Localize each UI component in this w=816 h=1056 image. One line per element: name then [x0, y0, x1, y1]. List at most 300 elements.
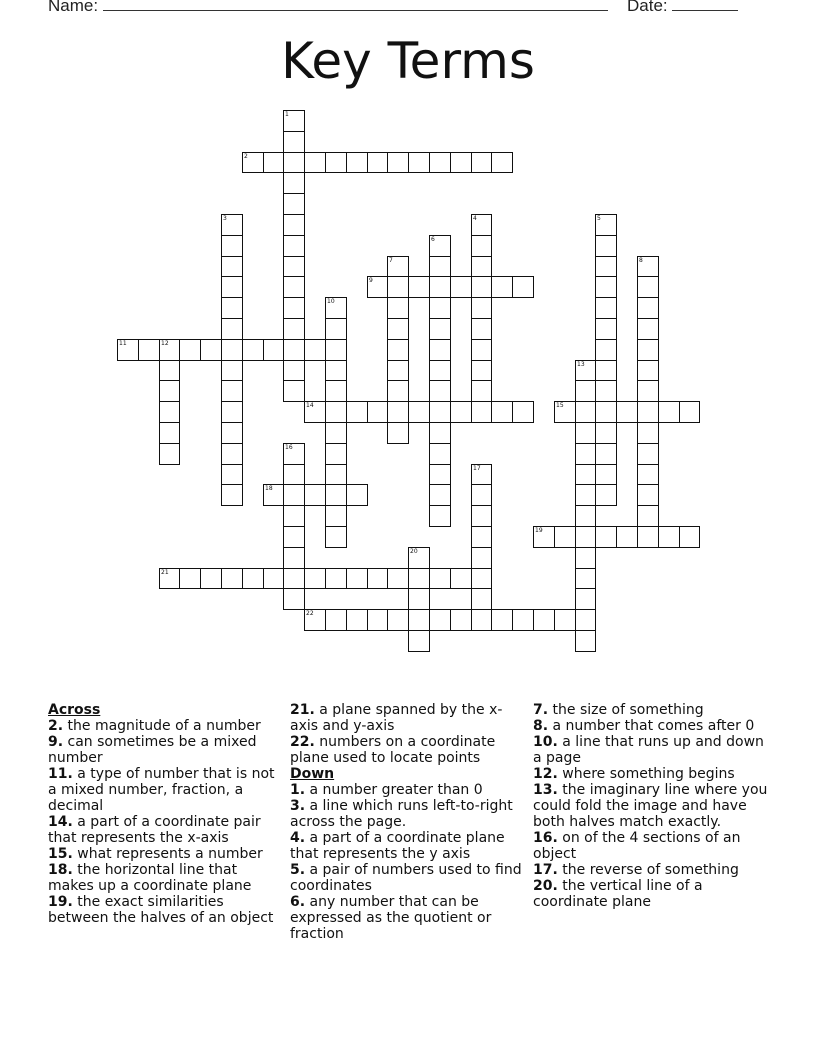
grid-cell[interactable] — [159, 339, 180, 361]
grid-cell[interactable] — [637, 380, 659, 402]
grid-cell[interactable] — [575, 630, 596, 652]
grid-cell[interactable] — [283, 131, 305, 153]
grid-cell[interactable] — [221, 422, 243, 444]
down-clue-list — [290, 782, 522, 942]
grid-cell[interactable] — [429, 235, 451, 257]
grid-cell[interactable] — [429, 297, 451, 319]
grid-cell[interactable] — [346, 152, 368, 173]
grid-cell[interactable] — [575, 360, 596, 381]
grid-cell[interactable] — [283, 110, 305, 132]
grid-cell[interactable] — [429, 609, 451, 631]
grid-cell[interactable] — [471, 235, 492, 257]
grid-cell[interactable] — [595, 484, 617, 506]
clue-text: any number that can be expressed as the quotient or fraction — [290, 894, 492, 942]
down-clue-list-cont — [533, 702, 769, 910]
grid-cell[interactable] — [429, 380, 451, 402]
grid-cell[interactable] — [283, 256, 305, 277]
grid-cell[interactable] — [408, 568, 430, 589]
clue-number: 12 — [161, 340, 169, 347]
grid-cell[interactable] — [283, 380, 305, 402]
clue-number: 15. — [48, 846, 73, 862]
clue-text: a pair of numbers used to find coordinates — [290, 862, 522, 894]
clue-number: 13. — [533, 782, 558, 798]
grid-cell[interactable] — [595, 214, 617, 236]
grid-cell[interactable] — [575, 526, 596, 548]
clue-number: 16 — [285, 444, 293, 451]
clue-number: 15 — [556, 402, 564, 409]
grid-cell[interactable] — [221, 568, 243, 589]
clue-text: can sometimes be a mixed number — [48, 734, 257, 766]
grid-cell[interactable] — [450, 401, 472, 423]
grid-cell[interactable] — [304, 484, 326, 506]
grid-cell[interactable] — [429, 339, 451, 361]
grid-cell[interactable] — [387, 339, 409, 361]
grid-cell[interactable] — [595, 401, 617, 423]
grid-cell[interactable] — [263, 339, 284, 361]
grid-cell[interactable] — [554, 401, 576, 423]
grid-cell[interactable] — [429, 256, 451, 277]
grid-cell[interactable] — [471, 318, 492, 340]
clue-number: 7. — [533, 702, 549, 718]
grid-cell[interactable] — [283, 172, 305, 194]
grid-cell[interactable] — [471, 484, 492, 506]
grid-cell[interactable] — [595, 339, 617, 361]
grid-cell[interactable] — [304, 568, 326, 589]
clue-number: 17 — [473, 465, 481, 472]
grid-cell[interactable] — [575, 568, 596, 589]
grid-cell[interactable] — [595, 464, 617, 485]
grid-cell[interactable] — [325, 505, 347, 527]
grid-cell[interactable] — [471, 276, 492, 298]
clue-number: 14. — [48, 814, 73, 830]
grid-cell[interactable] — [221, 484, 243, 506]
clue-number: 10. — [533, 734, 558, 750]
grid-cell[interactable] — [200, 339, 222, 361]
grid-cell[interactable] — [471, 360, 492, 381]
clue-text: the reverse of something — [557, 862, 739, 878]
clue-number: 18. — [48, 862, 73, 878]
across-clue-list-cont — [290, 702, 522, 766]
grid-cell[interactable] — [221, 256, 243, 277]
grid-cell[interactable] — [575, 443, 596, 465]
down-clue — [290, 830, 522, 862]
grid-cell[interactable] — [304, 609, 326, 631]
grid-cell[interactable] — [575, 505, 596, 527]
grid-cell[interactable] — [387, 318, 409, 340]
grid-cell[interactable] — [408, 276, 430, 298]
grid-cell[interactable] — [408, 609, 430, 631]
clue-number: 4. — [290, 830, 306, 846]
clues-column-2 — [290, 702, 522, 942]
grid-cell[interactable] — [283, 588, 305, 610]
grid-cell[interactable] — [304, 401, 326, 423]
grid-cell[interactable] — [221, 401, 243, 423]
clue-number: 14 — [306, 402, 314, 409]
grid-cell[interactable] — [429, 568, 451, 589]
grid-cell[interactable] — [283, 235, 305, 257]
grid-cell[interactable] — [637, 256, 659, 277]
grid-cell[interactable] — [138, 339, 160, 361]
clue-text: the magnitude of a number — [63, 718, 261, 734]
down-clue — [533, 702, 769, 718]
grid-cell[interactable] — [367, 609, 388, 631]
down-clue — [290, 782, 522, 798]
grid-cell[interactable] — [283, 464, 305, 485]
clue-number: 8 — [639, 257, 643, 264]
grid-cell[interactable] — [471, 505, 492, 527]
grid-cell[interactable] — [637, 339, 659, 361]
grid-cell[interactable] — [159, 443, 180, 465]
grid-cell[interactable] — [346, 484, 368, 506]
grid-cell[interactable] — [637, 526, 659, 548]
across-clue — [48, 894, 284, 926]
clue-text: a line which runs left-to-right across the page. — [290, 798, 513, 830]
down-clue — [290, 862, 522, 894]
clue-number: 1. — [290, 782, 306, 798]
grid-cell[interactable] — [221, 235, 243, 257]
clue-number: 3 — [223, 215, 227, 222]
grid-cell[interactable] — [283, 276, 305, 298]
grid-cell[interactable] — [637, 318, 659, 340]
clue-number: 11 — [119, 340, 127, 347]
clue-number: 22 — [306, 610, 314, 617]
clue-text: the size of something — [548, 702, 704, 718]
grid-cell[interactable] — [283, 568, 305, 589]
grid-cell[interactable] — [325, 318, 347, 340]
clue-number: 1 — [285, 111, 289, 118]
down-heading: Down — [290, 766, 335, 782]
grid-cell[interactable] — [679, 401, 700, 423]
grid-cell[interactable] — [408, 152, 430, 173]
grid-cell[interactable] — [471, 464, 492, 485]
across-clue — [290, 734, 522, 766]
grid-cell[interactable] — [512, 609, 534, 631]
grid-cell[interactable] — [159, 401, 180, 423]
grid-cell[interactable] — [554, 609, 576, 631]
clue-number: 19 — [535, 527, 543, 534]
grid-cell[interactable] — [283, 152, 305, 173]
grid-cell[interactable] — [159, 380, 180, 402]
grid-cell[interactable] — [658, 526, 680, 548]
grid-cell[interactable] — [471, 152, 492, 173]
grid-cell[interactable] — [491, 401, 513, 423]
grid-cell[interactable] — [346, 401, 368, 423]
clue-text: the vertical line of a coordinate plane — [533, 878, 703, 910]
grid-cell[interactable] — [408, 630, 430, 652]
grid-cell[interactable] — [283, 339, 305, 361]
grid-cell[interactable] — [595, 443, 617, 465]
clue-text: the horizontal line that makes up a coordinate plane — [48, 862, 252, 894]
grid-cell[interactable] — [283, 443, 305, 465]
grid-cell[interactable] — [429, 318, 451, 340]
grid-cell[interactable] — [263, 484, 284, 506]
grid-cell[interactable] — [221, 380, 243, 402]
grid-cell[interactable] — [575, 401, 596, 423]
grid-cell[interactable] — [429, 484, 451, 506]
across-clue — [48, 766, 284, 814]
grid-cell[interactable] — [471, 297, 492, 319]
grid-cell[interactable] — [325, 609, 347, 631]
grid-cell[interactable] — [159, 422, 180, 444]
grid-cell[interactable] — [595, 235, 617, 257]
clue-text: a line that runs up and down a page — [533, 734, 764, 766]
clue-text: on of the 4 sections of an object — [533, 830, 741, 862]
grid-cell[interactable] — [221, 318, 243, 340]
clue-number: 9 — [369, 277, 373, 284]
grid-cell[interactable] — [283, 318, 305, 340]
grid-cell[interactable] — [408, 588, 430, 610]
clue-number: 18 — [265, 485, 273, 492]
grid-cell[interactable] — [283, 214, 305, 236]
grid-cell[interactable] — [554, 526, 576, 548]
grid-cell[interactable] — [387, 380, 409, 402]
grid-cell[interactable] — [387, 297, 409, 319]
grid-cell[interactable] — [533, 526, 555, 548]
grid-cell[interactable] — [450, 568, 472, 589]
grid-cell[interactable] — [325, 297, 347, 319]
clue-text: the exact similarities between the halves of an object — [48, 894, 274, 926]
across-clue-list — [48, 718, 284, 926]
clue-text: a type of number that is not a mixed number, fraction, a decimal — [48, 766, 275, 814]
across-heading: Across — [48, 702, 101, 718]
grid-cell[interactable] — [429, 401, 451, 423]
grid-cell[interactable] — [595, 256, 617, 277]
grid-cell[interactable] — [346, 609, 368, 631]
grid-cell[interactable] — [471, 547, 492, 569]
grid-cell[interactable] — [387, 422, 409, 444]
grid-cell[interactable] — [471, 339, 492, 361]
grid-cell[interactable] — [637, 401, 659, 423]
grid-cell[interactable] — [159, 360, 180, 381]
grid-cell[interactable] — [408, 547, 430, 569]
grid-cell[interactable] — [387, 256, 409, 277]
grid-cell[interactable] — [325, 152, 347, 173]
grid-cell[interactable] — [387, 609, 409, 631]
grid-cell[interactable] — [387, 276, 409, 298]
page-title: Key Terms — [281, 32, 535, 90]
grid-cell[interactable] — [263, 568, 284, 589]
grid-cell[interactable] — [595, 297, 617, 319]
across-clue — [48, 846, 284, 862]
across-clue — [290, 702, 522, 734]
grid-cell[interactable] — [179, 568, 201, 589]
clue-number: 21. — [290, 702, 315, 718]
grid-cell[interactable] — [221, 276, 243, 298]
down-clue — [533, 878, 769, 910]
grid-cell[interactable] — [429, 276, 451, 298]
clue-number: 2 — [244, 153, 248, 160]
grid-cell[interactable] — [325, 484, 347, 506]
grid-cell[interactable] — [637, 422, 659, 444]
grid-cell[interactable] — [283, 484, 305, 506]
grid-cell[interactable] — [429, 464, 451, 485]
clue-number: 7 — [389, 257, 393, 264]
grid-cell[interactable] — [471, 588, 492, 610]
grid-cell[interactable] — [221, 339, 243, 361]
grid-cell[interactable] — [367, 401, 388, 423]
clue-number: 6 — [431, 236, 435, 243]
grid-cell[interactable] — [575, 380, 596, 402]
down-clue — [533, 862, 769, 878]
grid-cell[interactable] — [325, 443, 347, 465]
grid-cell[interactable] — [367, 276, 388, 298]
across-clue — [48, 718, 284, 734]
down-clue — [533, 718, 769, 734]
grid-cell[interactable] — [242, 568, 264, 589]
clue-text: the imaginary line where you could fold the image and have both halves match exactly. — [533, 782, 768, 830]
clue-text: a number greater than 0 — [305, 782, 483, 798]
grid-cell[interactable] — [429, 422, 451, 444]
grid-cell[interactable] — [595, 276, 617, 298]
grid-cell[interactable] — [159, 568, 180, 589]
grid-cell[interactable] — [575, 588, 596, 610]
across-clue — [48, 734, 284, 766]
grid-cell[interactable] — [304, 339, 326, 361]
grid-cell[interactable] — [283, 547, 305, 569]
grid-cell[interactable] — [575, 547, 596, 569]
grid-cell[interactable] — [221, 464, 243, 485]
clue-text: a plane spanned by the x-axis and y-axis — [290, 702, 503, 734]
grid-cell[interactable] — [283, 193, 305, 215]
grid-cell[interactable] — [575, 484, 596, 506]
grid-cell[interactable] — [367, 568, 388, 589]
grid-cell[interactable] — [367, 152, 388, 173]
grid-cell[interactable] — [325, 339, 347, 361]
grid-cell[interactable] — [387, 152, 409, 173]
grid-cell[interactable] — [221, 360, 243, 381]
grid-cell[interactable] — [304, 152, 326, 173]
clue-text: numbers on a coordinate plane used to locate points — [290, 734, 496, 766]
grid-cell[interactable] — [637, 360, 659, 381]
grid-cell[interactable] — [346, 568, 368, 589]
grid-cell[interactable] — [429, 152, 451, 173]
clue-number: 9. — [48, 734, 64, 750]
clue-text: where something begins — [557, 766, 735, 782]
clue-number: 13 — [577, 361, 585, 368]
clue-text: what represents a number — [72, 846, 263, 862]
grid-cell[interactable] — [471, 609, 492, 631]
grid-cell[interactable] — [387, 360, 409, 381]
grid-cell[interactable] — [408, 401, 430, 423]
clues-column-1 — [48, 702, 284, 926]
grid-cell[interactable] — [512, 276, 534, 298]
grid-cell[interactable] — [533, 609, 555, 631]
clue-number: 19. — [48, 894, 73, 910]
grid-cell[interactable] — [450, 276, 472, 298]
grid-cell[interactable] — [283, 526, 305, 548]
grid-cell[interactable] — [117, 339, 139, 361]
down-clue — [533, 830, 769, 862]
grid-cell[interactable] — [450, 152, 472, 173]
grid-cell[interactable] — [325, 422, 347, 444]
grid-cell[interactable] — [283, 360, 305, 381]
grid-cell[interactable] — [616, 401, 638, 423]
grid-cell[interactable] — [471, 568, 492, 589]
grid-cell[interactable] — [221, 443, 243, 465]
grid-cell[interactable] — [221, 297, 243, 319]
grid-cell[interactable] — [491, 609, 513, 631]
grid-cell[interactable] — [575, 464, 596, 485]
date-label: Date: — [627, 0, 668, 15]
grid-cell[interactable] — [595, 380, 617, 402]
grid-cell[interactable] — [471, 380, 492, 402]
clue-number: 10 — [327, 298, 335, 305]
grid-cell[interactable] — [575, 609, 596, 631]
clue-number: 5. — [290, 862, 306, 878]
grid-cell[interactable] — [637, 297, 659, 319]
grid-cell[interactable] — [325, 360, 347, 381]
clue-number: 21 — [161, 569, 169, 576]
clue-number: 20 — [410, 548, 418, 555]
grid-cell[interactable] — [637, 276, 659, 298]
grid-cell[interactable] — [595, 526, 617, 548]
grid-cell[interactable] — [471, 401, 492, 423]
name-label: Name: — [48, 0, 99, 15]
grid-cell[interactable] — [325, 380, 347, 402]
grid-cell[interactable] — [429, 443, 451, 465]
grid-cell[interactable] — [637, 484, 659, 506]
grid-cell[interactable] — [283, 505, 305, 527]
clue-text: a part of a coordinate pair that represents the x-axis — [48, 814, 261, 846]
grid-cell[interactable] — [283, 297, 305, 319]
grid-cell[interactable] — [325, 401, 347, 423]
grid-cell[interactable] — [595, 318, 617, 340]
clues-column-3 — [533, 702, 769, 910]
grid-cell[interactable] — [450, 609, 472, 631]
grid-cell[interactable] — [325, 568, 347, 589]
grid-cell[interactable] — [595, 360, 617, 381]
grid-cell[interactable] — [325, 464, 347, 485]
clue-number: 6. — [290, 894, 306, 910]
grid-cell[interactable] — [491, 276, 513, 298]
grid-cell[interactable] — [658, 401, 680, 423]
clue-number: 16. — [533, 830, 558, 846]
grid-cell[interactable] — [429, 360, 451, 381]
grid-cell[interactable] — [242, 152, 264, 173]
grid-cell[interactable] — [575, 422, 596, 444]
clue-text: a number that comes after 0 — [548, 718, 755, 734]
grid-cell[interactable] — [679, 526, 700, 548]
grid-cell[interactable] — [637, 464, 659, 485]
grid-cell[interactable] — [179, 339, 201, 361]
grid-cell[interactable] — [616, 526, 638, 548]
clue-number: 4 — [473, 215, 477, 222]
grid-cell[interactable] — [325, 526, 347, 548]
grid-cell[interactable] — [387, 568, 409, 589]
grid-cell[interactable] — [387, 401, 409, 423]
grid-cell[interactable] — [491, 152, 513, 173]
grid-cell[interactable] — [200, 568, 222, 589]
clue-number: 20. — [533, 878, 558, 894]
clue-number: 17. — [533, 862, 558, 878]
clue-number: 5 — [597, 215, 601, 222]
grid-cell[interactable] — [471, 214, 492, 236]
clue-number: 8. — [533, 718, 549, 734]
grid-cell[interactable] — [242, 339, 264, 361]
down-clue — [533, 734, 769, 766]
grid-cell[interactable] — [637, 443, 659, 465]
grid-cell[interactable] — [263, 152, 284, 173]
grid-cell[interactable] — [595, 422, 617, 444]
grid-cell[interactable] — [512, 401, 534, 423]
grid-cell[interactable] — [429, 505, 451, 527]
grid-cell[interactable] — [221, 214, 243, 236]
grid-cell[interactable] — [471, 256, 492, 277]
grid-cell[interactable] — [637, 505, 659, 527]
clue-number: 22. — [290, 734, 315, 750]
grid-cell[interactable] — [471, 526, 492, 548]
clue-text: a part of a coordinate plane that represents the y axis — [290, 830, 505, 862]
